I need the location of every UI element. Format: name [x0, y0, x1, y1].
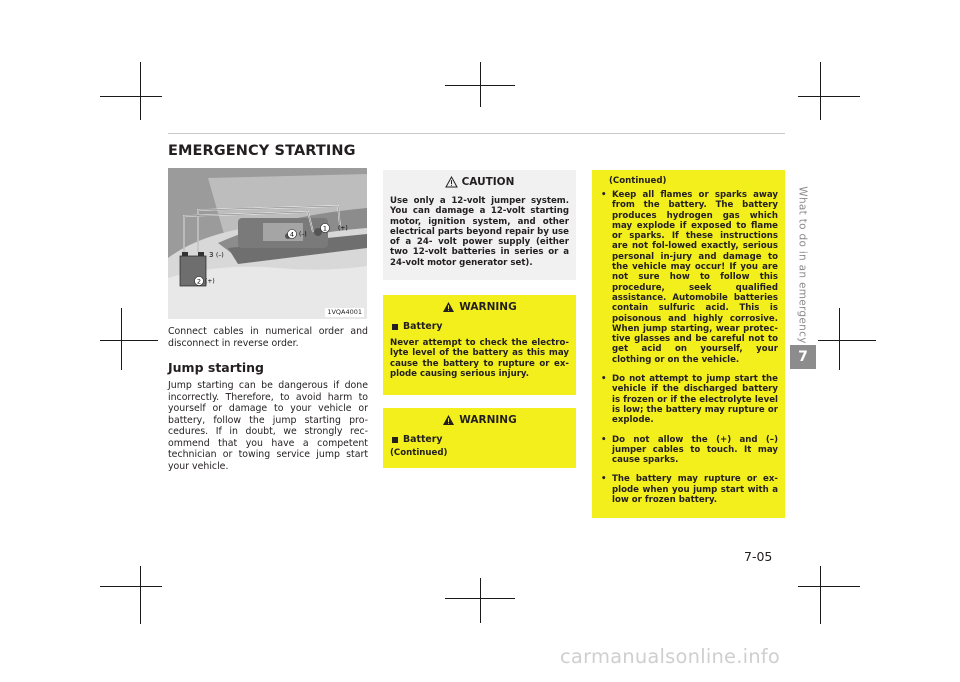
crop-mark — [480, 62, 481, 107]
square-bullet-icon — [392, 437, 398, 443]
continued-label: (Continued) — [609, 176, 667, 186]
caution-text: Use only a 12-volt jumper system. You can damage a 12-volt starting motor, ignition system, and other electrical parts beyond repair by use of a 24- volt power supply (either two 12-volt batteries in series or a 24-volt motor generator set). — [390, 196, 569, 268]
crop-mark — [820, 62, 821, 120]
list-item: • Do not attempt to jump start the vehicle if the discharged battery is frozen or if the electrolyte level is low; the battery may rupture or explode. — [599, 374, 778, 425]
warning-subtitle-text: Battery — [403, 321, 443, 332]
chapter-side-title — [790, 180, 816, 350]
crop-mark — [100, 96, 162, 97]
watermark: carmanualsonline.info — [560, 645, 780, 668]
crop-mark — [480, 578, 481, 623]
warning-continued-label: (Continued) — [390, 448, 448, 458]
crop-mark — [820, 566, 821, 624]
callout-4: 4 — [289, 230, 295, 239]
header-rule — [168, 133, 785, 134]
warning-box-continued — [383, 408, 576, 468]
crop-mark — [100, 586, 162, 587]
caution-title: CAUTION — [461, 176, 515, 188]
callout-3-polarity: (–) — [216, 252, 224, 259]
section-title: EMERGENCY STARTING — [168, 143, 356, 159]
list-item: • The battery may rupture or ex-plode when you jump start with a low or frozen battery. — [599, 474, 778, 505]
crop-mark — [798, 96, 860, 97]
warning-continued-box — [592, 170, 785, 518]
warning-subtitle — [392, 434, 569, 445]
warning-title: WARNING — [459, 414, 517, 426]
crop-mark — [140, 566, 141, 624]
crop-mark — [100, 340, 158, 341]
figure-code: 1VQA4001 — [327, 308, 362, 316]
callout-2-polarity: (+) — [205, 278, 215, 285]
callout-3: 3 — [209, 251, 214, 259]
crop-mark — [818, 340, 876, 341]
caution-header — [390, 176, 569, 188]
warning-subtitle — [392, 321, 569, 332]
chapter-tab: 7 — [790, 345, 816, 369]
warning-box — [383, 295, 576, 395]
callout-1-polarity: (+) — [338, 225, 348, 232]
warning-text: Never attempt to check the electro-lyte level of the battery as this may cause the battery to rupture or ex-plode causing serious injury. — [390, 338, 569, 379]
crop-mark — [121, 308, 122, 370]
square-bullet-icon — [392, 324, 398, 330]
callout-1: 1 — [322, 224, 328, 233]
crop-mark — [140, 62, 141, 120]
engine-bay-illustration — [168, 168, 367, 319]
crop-mark — [839, 308, 840, 370]
warning-bullet-list — [599, 190, 778, 505]
jump-start-figure — [168, 168, 367, 319]
warning-header — [390, 301, 569, 313]
warning-triangle-icon — [442, 301, 455, 313]
crop-mark — [798, 586, 860, 587]
intro-text: Connect cables in numerical order and disconnect in reverse order. — [168, 326, 368, 349]
page-number: 7-05 — [744, 549, 773, 564]
list-item: • Keep all flames or sparks away from the battery. The battery produces hydrogen gas which may explode if exposed to flame or sparks. If these instructions are not fol-lowed exactly, serious personal in-jury and damage to the vehicle may occur! If you are not sure how to follow this procedure, seek qualified assistance. Automobile batteries contain sulfuric acid. This is poisonous and highly corrosive. When jump starting, wear protec-tive glasses and be careful not to get acid on yourself, your clothing or on the vehicle. — [599, 190, 778, 365]
warning-title: WARNING — [459, 301, 517, 313]
jump-starting-body: Jump starting can be dangerous if done incorrectly. Therefore, to avoid harm to yourself or damage to your vehicle or battery, follow the jump starting pro-cedures. If in doubt, we strongly rec-ommend that you have a competent technician or towing service jump start your vehicle. — [168, 380, 368, 472]
list-item: • Do not allow the (+) and (–) jumper cables to touch. It may cause sparks. — [599, 435, 778, 466]
warning-subtitle-text: Battery — [403, 434, 443, 445]
warning-triangle-icon — [442, 414, 455, 426]
chapter-side-title-text: What to do in an emergency — [797, 186, 810, 344]
jump-starting-heading: Jump starting — [168, 360, 264, 375]
callout-2: 2 — [196, 277, 202, 286]
callout-4-polarity: (–) — [299, 231, 307, 238]
caution-box — [383, 170, 576, 280]
warning-header — [390, 414, 569, 426]
caution-triangle-icon — [445, 176, 458, 188]
